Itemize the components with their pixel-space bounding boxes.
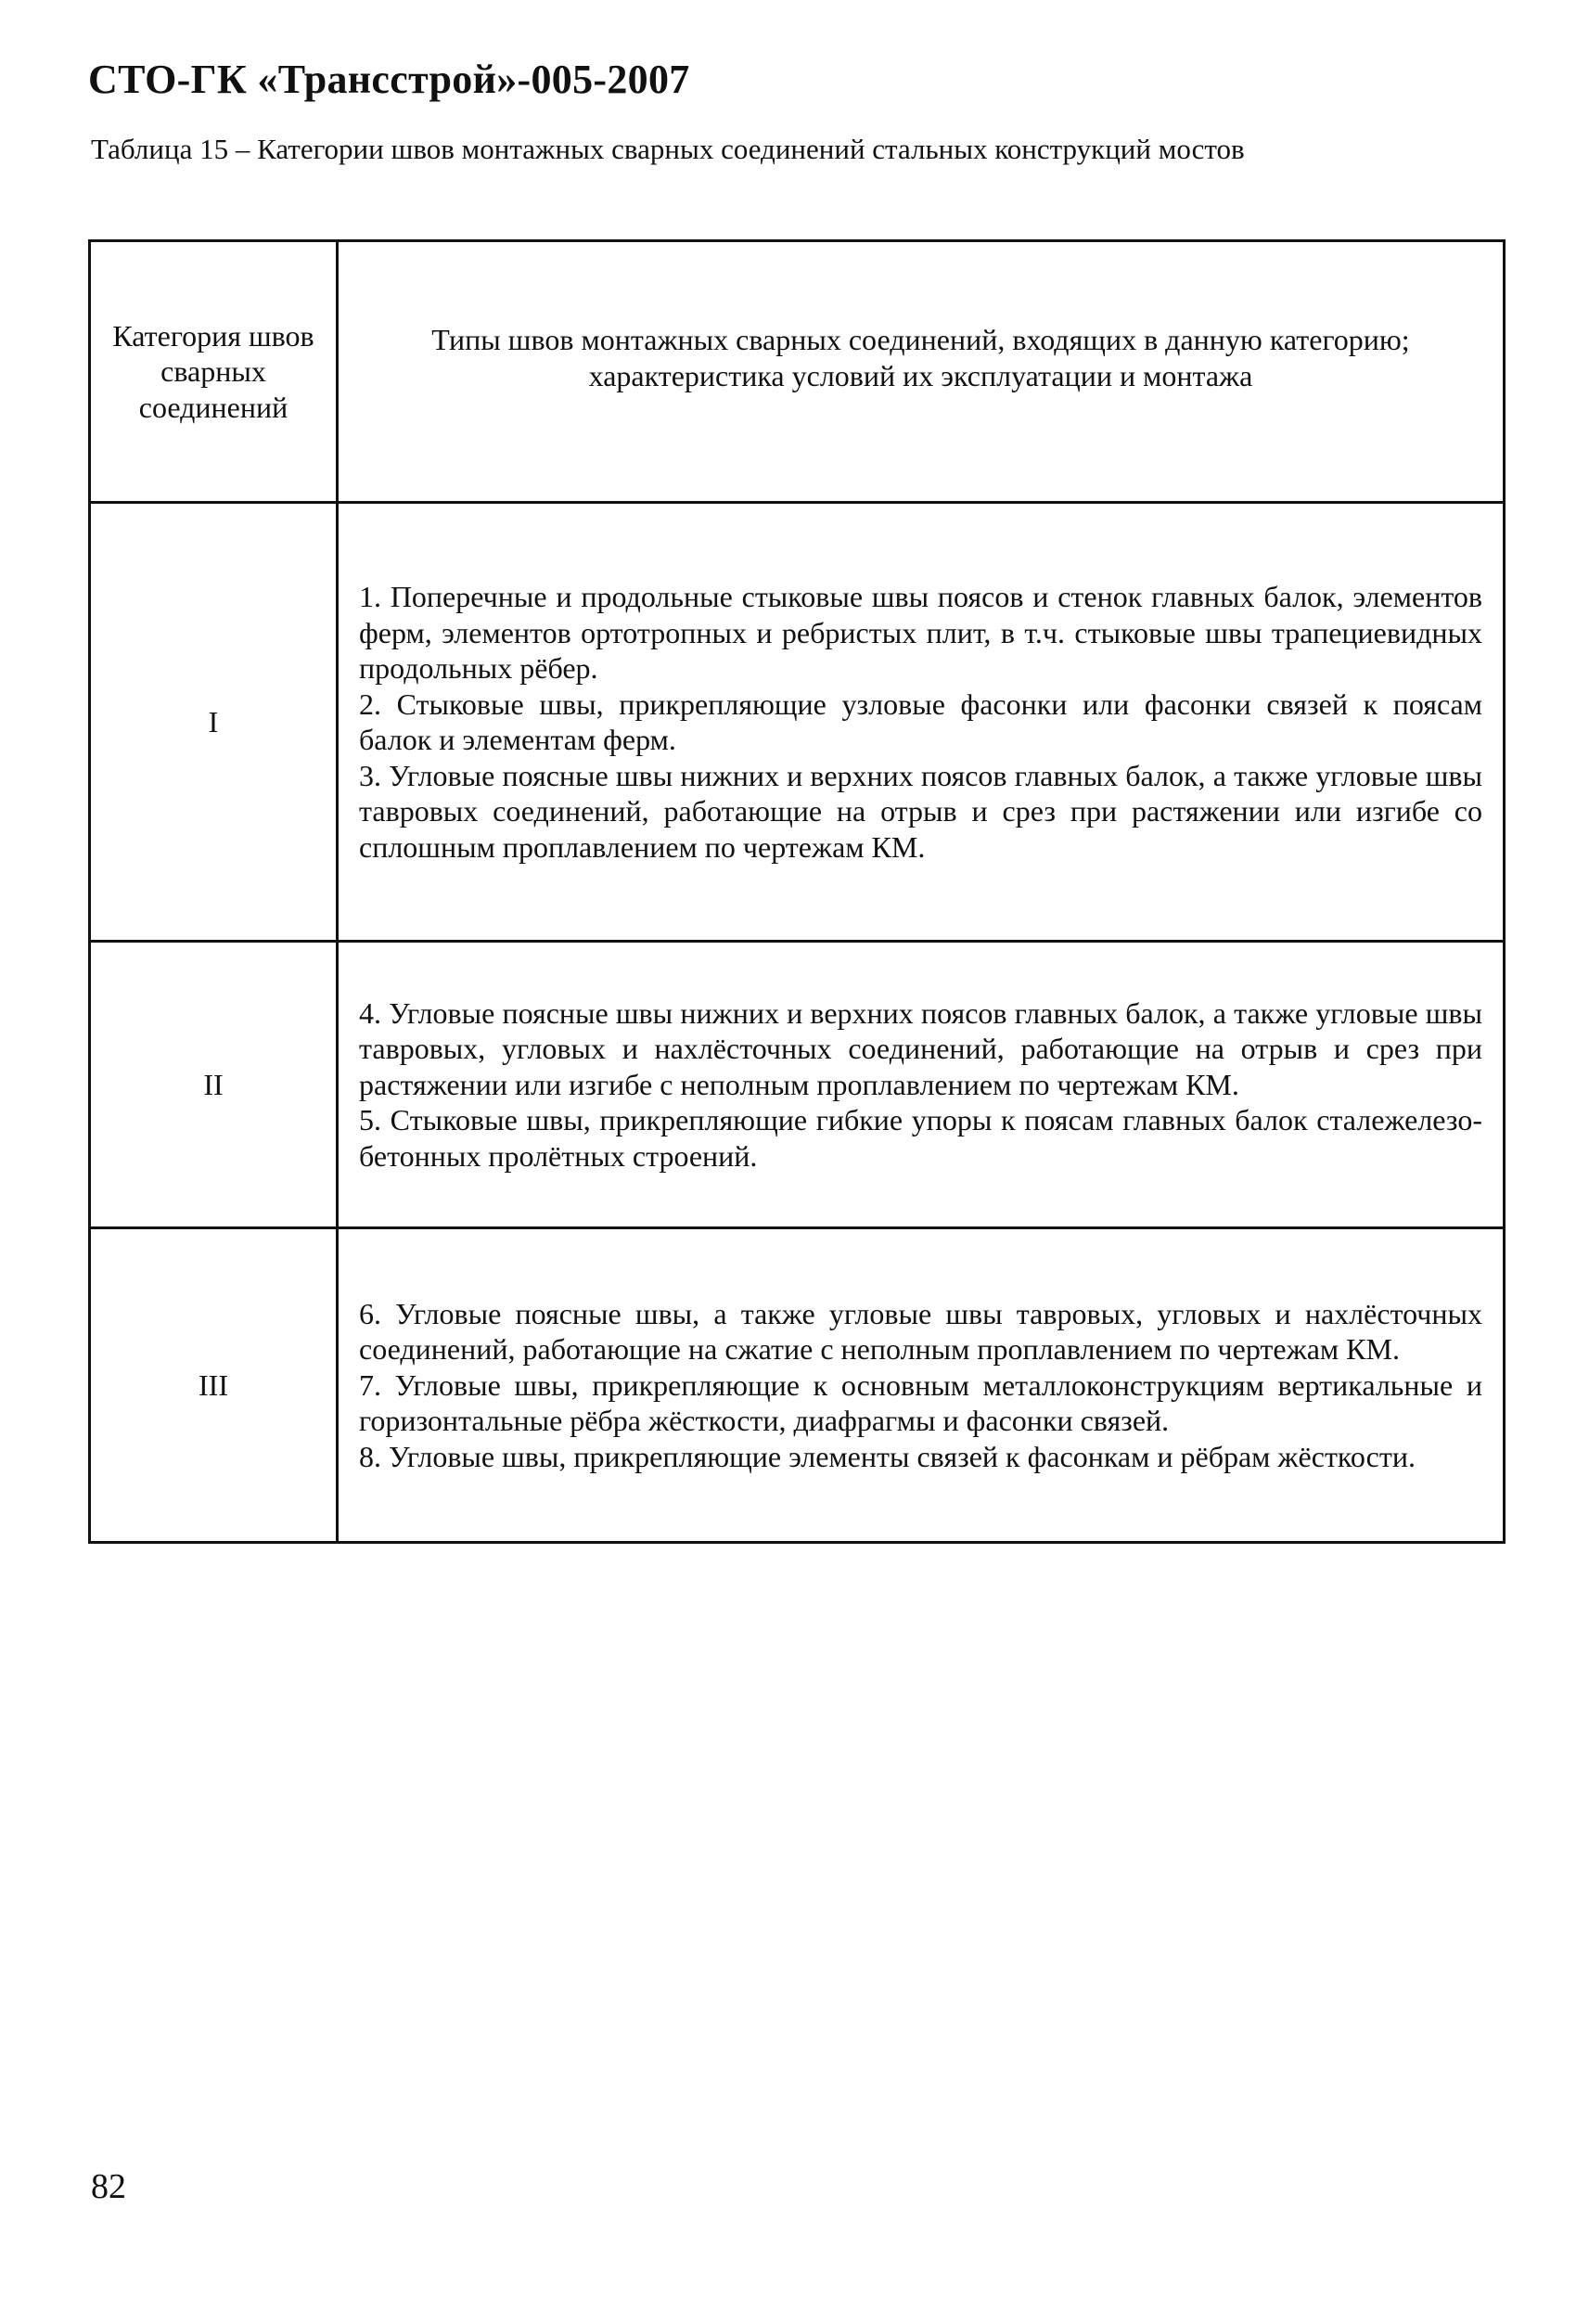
table-row-category-2 <box>90 942 1505 1228</box>
weld-type-item-5: 5. Стыковые швы, прикрепляющие гибкие упоры к поясам главных балок сталежелезо-бетонных пролётных строений. <box>359 1103 1482 1173</box>
table-row-category-3 <box>90 1228 1505 1543</box>
weld-type-item-1: 1. Поперечные и продольные стыковые швы поясов и стенок главных балок, элементов ферм, элементов ортотропных и ребристых плит, в т.ч. стыковые швы трапециевидных продольных рёбер. <box>359 580 1482 685</box>
page-number: 82 <box>91 2167 126 2206</box>
weld-type-item-3: 3. Угловые поясные швы нижних и верхних поясов главных балок, а также угловые швы тавровых соединений, работающие на отрыв и срез при растяжении или изгибе со сплошным проплавлением по чертежам КМ. <box>359 758 1482 864</box>
table-caption: Таблица 15 – Категории швов монтажных сварных соединений стальных конструкций мостов <box>91 133 1245 165</box>
header-types: Типы швов монтажных сварных соединений, входящих в данную категорию; характеристика условий их эксплуатации и монтажа <box>338 241 1505 503</box>
description-cell <box>338 942 1505 1228</box>
weld-type-item-7: 7. Угловые швы, прикрепляющие к основным металлоконструкциям вертикальные и горизонтальные рёбра жёсткости, диафрагмы и фасонки связей. <box>359 1367 1482 1438</box>
table-header-row <box>90 241 1505 503</box>
description-cell <box>338 503 1505 942</box>
weld-type-item-4: 4. Угловые поясные швы нижних и верхних поясов главных балок, а также угловые швы тавровых, угловых и нахлёсточных соединений, работающие на отрыв и срез при растяжении или изгибе с неполным проплавлением по чертежам КМ. <box>359 995 1482 1101</box>
weld-categories-table <box>88 239 1506 1544</box>
category-cell: III <box>90 1228 338 1543</box>
weld-type-item-6: 6. Угловые поясные швы, а также угловые швы тавровых, угловых и нахлёсточных соединений, работающие на сжатие с неполным проплавлением по чертежам КМ. <box>359 1296 1482 1367</box>
category-cell: II <box>90 942 338 1228</box>
weld-type-item-8: 8. Угловые швы, прикрепляющие элементы связей к фасонкам и рёбрам жёсткости. <box>359 1439 1416 1473</box>
table-row-category-1 <box>90 503 1505 942</box>
description-cell <box>338 1228 1505 1543</box>
header-category: Категория швов сварных соединений <box>90 241 338 503</box>
category-cell: I <box>90 503 338 942</box>
weld-type-item-2: 2. Стыковые швы, прикрепляющие узловые фасонки или фасонки связей к поясам балок и элементам ферм. <box>359 687 1482 756</box>
document-code-header: СТО-ГК «Трансстрой»-005-2007 <box>88 57 690 102</box>
